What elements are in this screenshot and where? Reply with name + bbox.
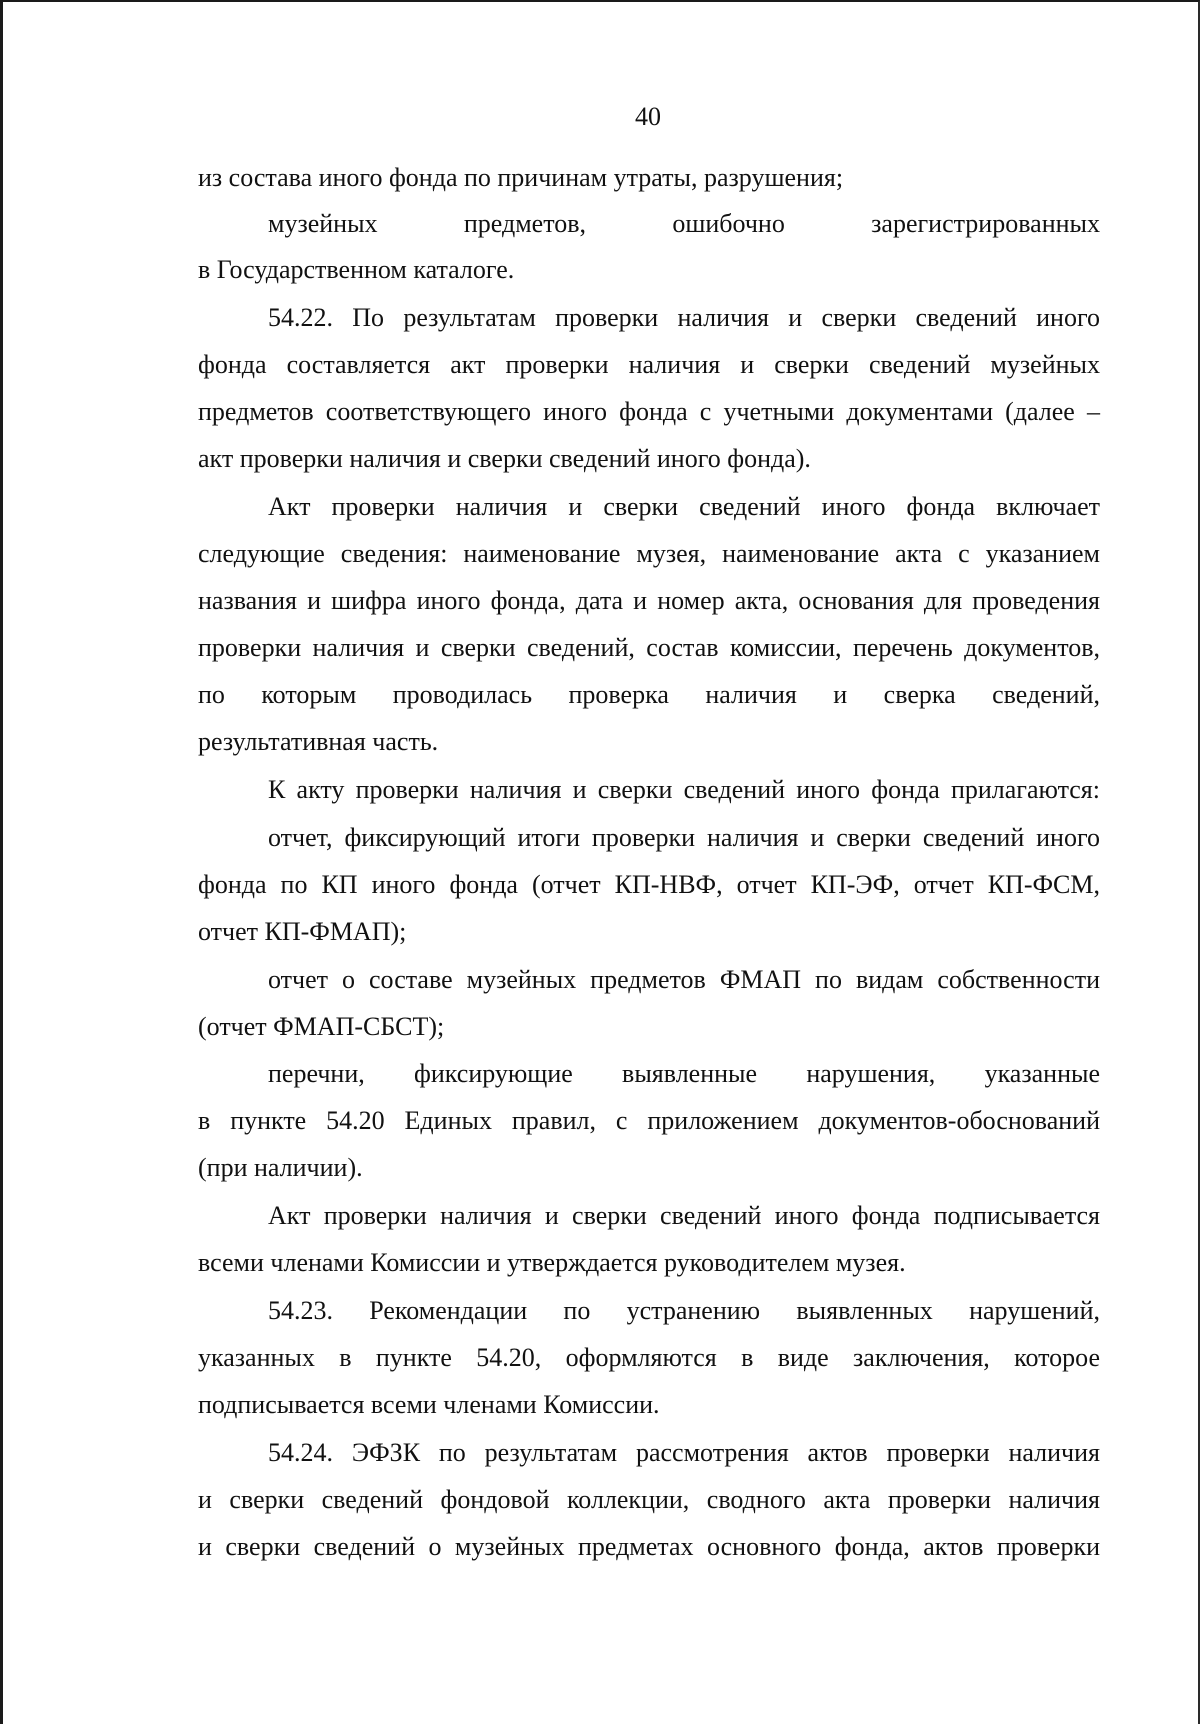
text-line: результативная часть.	[198, 727, 439, 756]
text-line: следующие сведения: наименование музея, наименование акта с указанием	[198, 539, 1100, 568]
text-line: отчет, фиксирующий итоги проверки наличия и сверки сведений иного	[268, 823, 1100, 852]
text-line: по которым проводилась проверка наличия и сверка сведений,	[198, 680, 1100, 709]
text-line: проверки наличия и сверки сведений, состав комиссии, перечень документов,	[198, 633, 1100, 662]
text-line: указанных в пункте 54.20, оформляются в виде заключения, которое	[198, 1343, 1100, 1372]
text-line: и сверки сведений фондовой коллекции, сводного акта проверки наличия	[198, 1485, 1100, 1514]
text-line: Акт проверки наличия и сверки сведений иного фонда включает	[268, 492, 1100, 521]
text-line: фонда по КП иного фонда (отчет КП-НВФ, отчет КП-ЭФ, отчет КП-ФСМ,	[198, 870, 1100, 899]
text-line: предметов соответствующего иного фонда с учетными документами (далее –	[198, 397, 1100, 426]
text-line: 54.22. По результатам проверки наличия и сверки сведений иного	[268, 303, 1100, 332]
text-line: отчет о составе музейных предметов ФМАП по видам собственности	[268, 965, 1100, 994]
text-line: перечни, фиксирующие выявленные нарушения, указанные	[268, 1059, 1100, 1088]
text-line: акт проверки наличия и сверки сведений иного фонда).	[198, 444, 811, 473]
text-line: 54.23. Рекомендации по устранению выявленных нарушений,	[268, 1296, 1100, 1325]
text-line: в Государственном каталоге.	[198, 255, 515, 284]
text-line: фонда составляется акт проверки наличия и сверки сведений музейных	[198, 350, 1100, 379]
text-line: всеми членами Комиссии и утверждается руководителем музея.	[198, 1248, 906, 1277]
text-line: в пункте 54.20 Единых правил, с приложением документов-обоснований	[198, 1106, 1100, 1135]
text-line: отчет КП-ФМАП);	[198, 917, 407, 946]
text-line: названия и шифра иного фонда, дата и номер акта, основания для проведения	[198, 586, 1100, 615]
text-line: и сверки сведений о музейных предметах основного фонда, актов проверки	[198, 1532, 1100, 1561]
text-line: 54.24. ЭФЗК по результатам рассмотрения актов проверки наличия	[268, 1438, 1100, 1467]
text-line: музейных предметов, ошибочно зарегистрированных	[268, 209, 1100, 238]
text-line: (отчет ФМАП-СБСТ);	[198, 1012, 445, 1041]
text-line: К акту проверки наличия и сверки сведений иного фонда прилагаются:	[268, 775, 1100, 804]
page-number: 40	[635, 102, 661, 131]
text-line: (при наличии).	[198, 1153, 363, 1182]
text-line: Акт проверки наличия и сверки сведений иного фонда подписывается	[268, 1201, 1100, 1230]
text-line: из состава иного фонда по причинам утраты, разрушения;	[198, 163, 844, 192]
text-line: подписывается всеми членами Комиссии.	[198, 1390, 660, 1419]
